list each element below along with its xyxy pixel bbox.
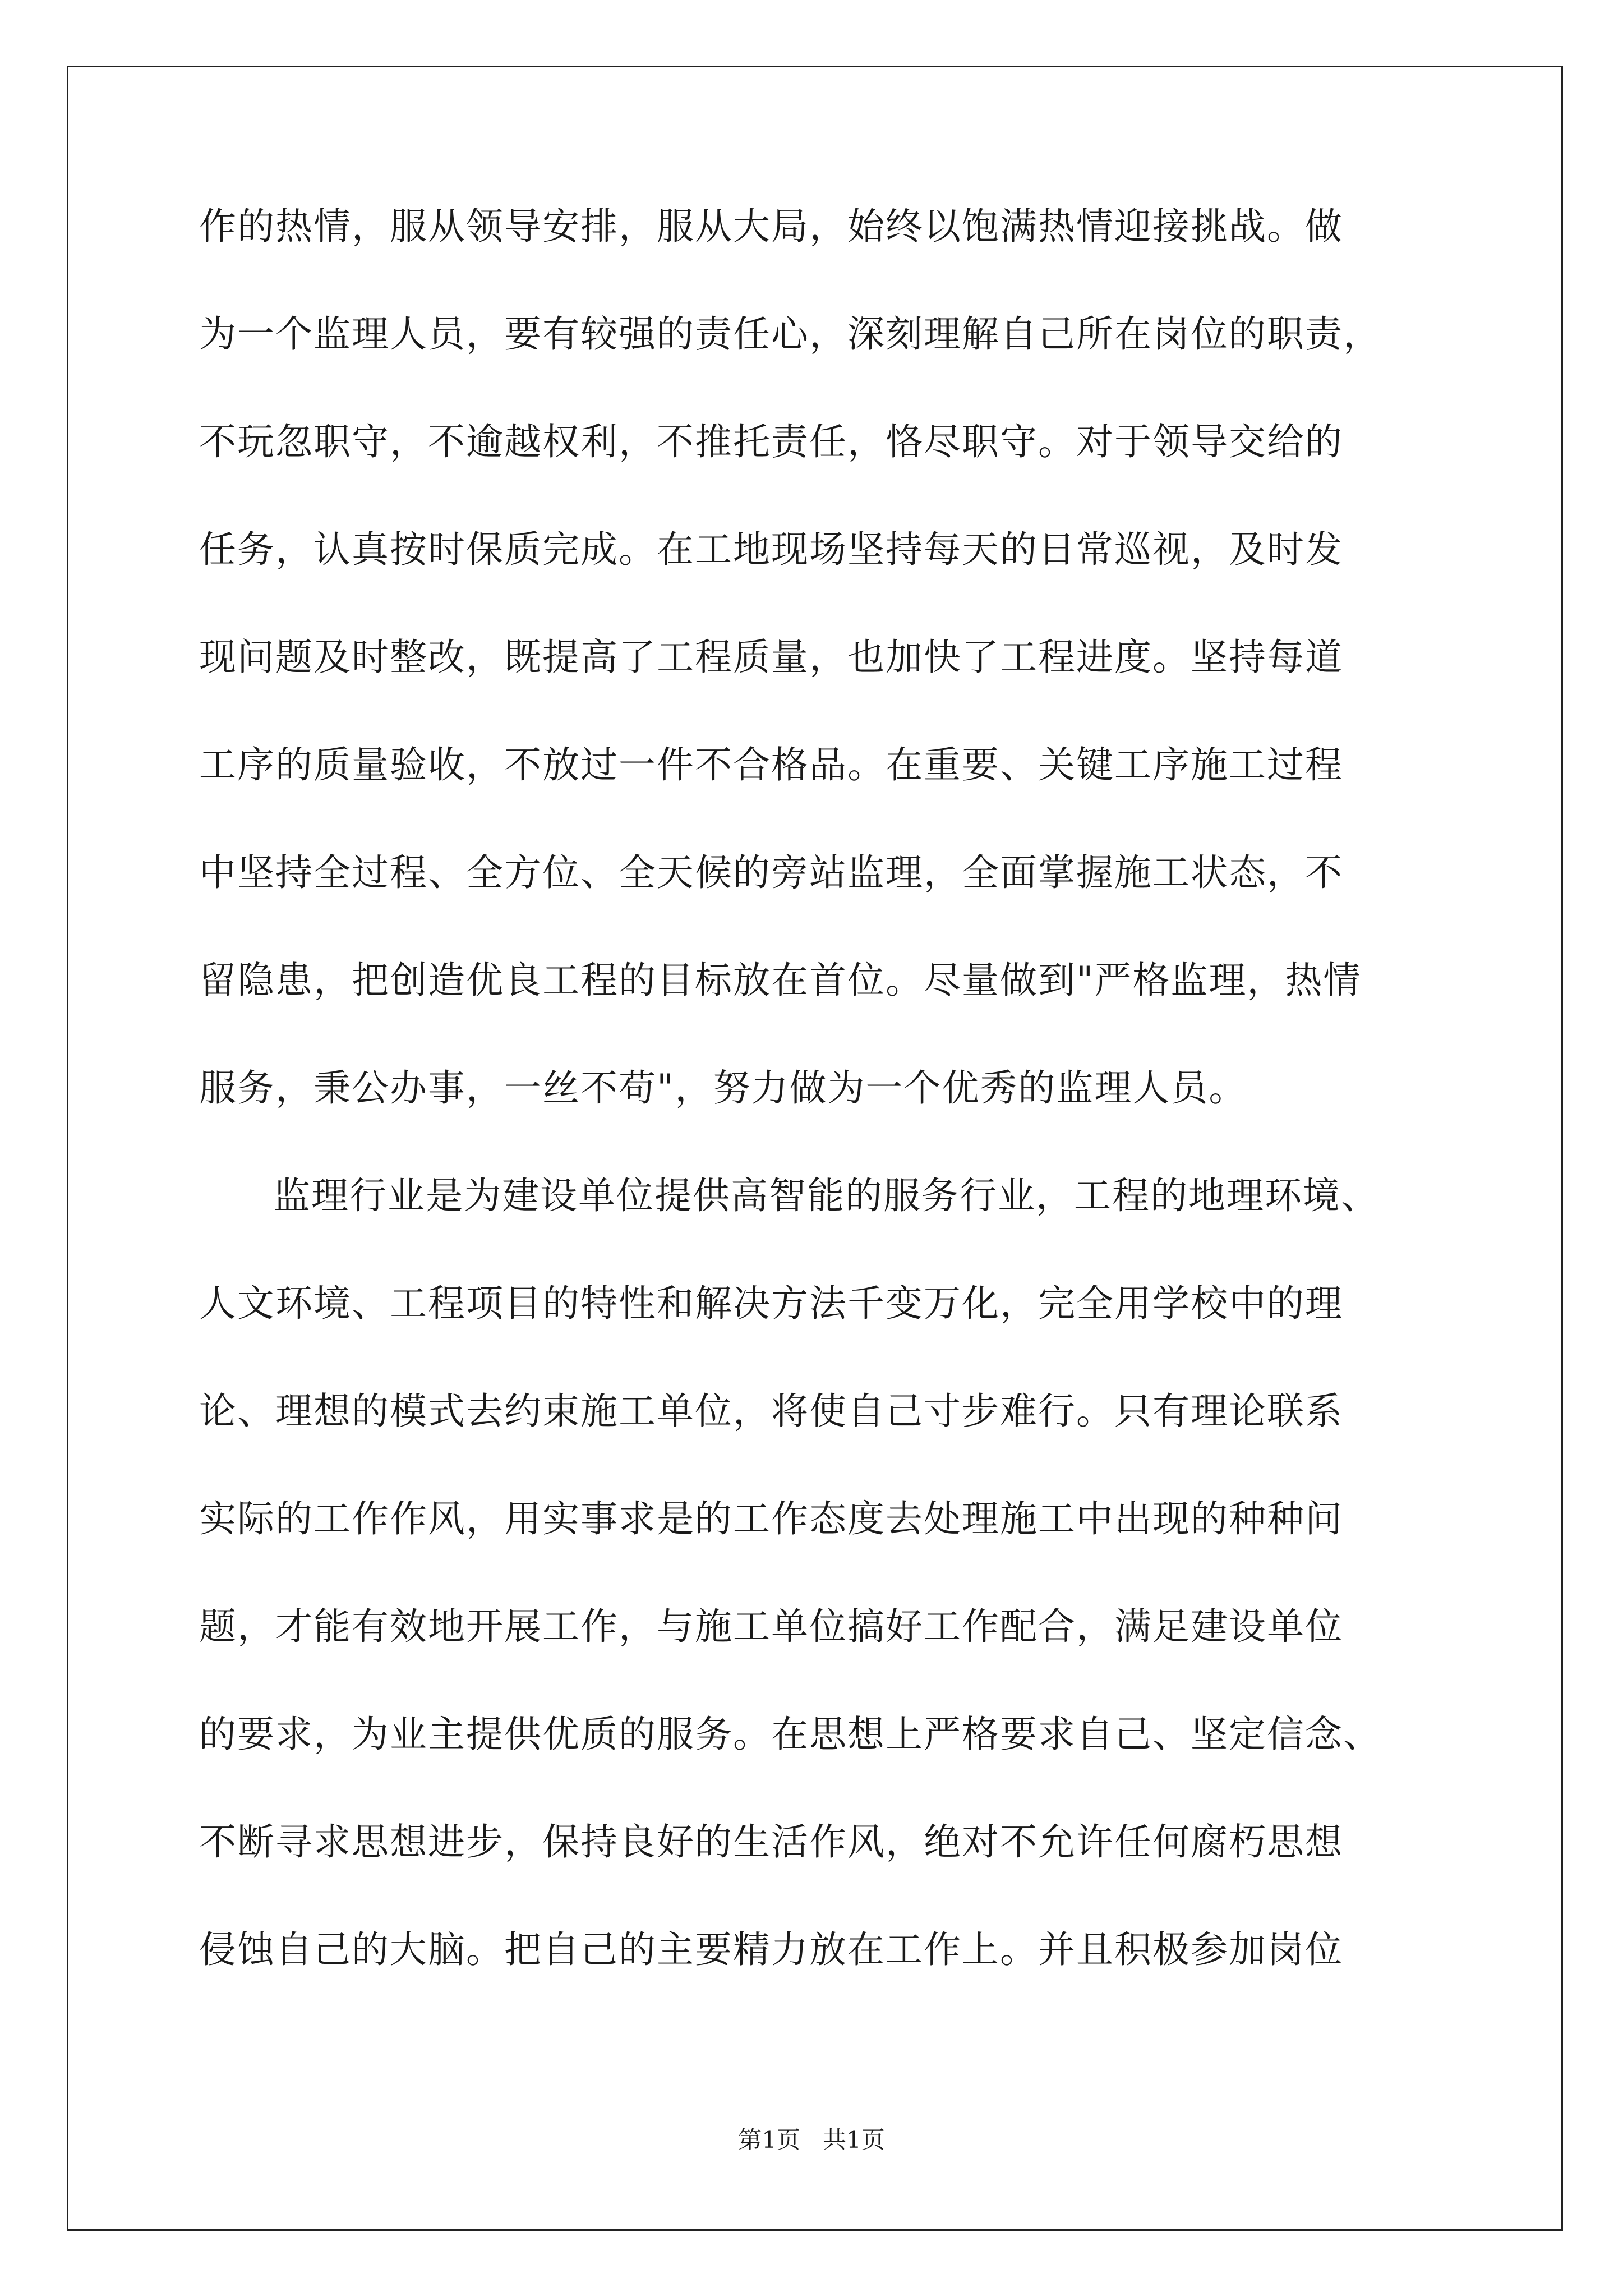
- text-line: 不断寻求思想进步，保持良好的生活作风，绝对不允许任何腐朽思想: [199, 1820, 1343, 1864]
- page-number-footer: 第1页 共1页: [738, 2126, 885, 2154]
- text-line: 作的热情，服从领导安排，服从大局，始终以饱满热情迎接挑战。做: [199, 205, 1343, 248]
- text-line: 任务，认真按时保质完成。在工地现场坚持每天的日常巡视，及时发: [199, 528, 1343, 571]
- text-line: 人文环境、工程项目的特性和解决方法千变万化，完全用学校中的理: [199, 1282, 1343, 1325]
- text-line: 为一个监理人员，要有较强的责任心，深刻理解自己所在岗位的职责，: [199, 312, 1381, 356]
- text-line: 中坚持全过程、全方位、全天候的旁站监理，全面掌握施工状态，不: [199, 851, 1343, 894]
- page-frame: [67, 66, 1563, 2231]
- text-line: 题，才能有效地开展工作，与施工单位搞好工作配合，满足建设单位: [199, 1605, 1343, 1648]
- text-line: 现问题及时整改，既提高了工程质量，也加快了工程进度。坚持每道: [199, 636, 1343, 679]
- text-line: 论、理想的模式去约束施工单位，将使自己寸步难行。只有理论联系: [199, 1389, 1343, 1433]
- text-line: 工序的质量验收，不放过一件不合格品。在重要、关键工序施工过程: [199, 743, 1343, 786]
- text-line: 的要求，为业主提供优质的服务。在思想上严格要求自己、坚定信念、: [199, 1713, 1381, 1756]
- text-line: 实际的工作作风，用实事求是的工作态度去处理施工中出现的种种问: [199, 1497, 1343, 1540]
- text-line: 不玩忽职守，不逾越权利，不推托责任，恪尽职守。对于领导交给的: [199, 420, 1343, 463]
- text-line: 侵蚀自己的大脑。把自己的主要精力放在工作上。并且积极参加岗位: [199, 1928, 1343, 1971]
- text-line: 留隐患，把创造优良工程的目标放在首位。尽量做到"严格监理，热情: [199, 959, 1362, 1002]
- text-line: 监理行业是为建设单位提供高智能的服务行业，工程的地理环境、: [273, 1174, 1379, 1217]
- text-line: 服务，秉公办事，一丝不苟"，努力做为一个优秀的监理人员。: [199, 1066, 1247, 1110]
